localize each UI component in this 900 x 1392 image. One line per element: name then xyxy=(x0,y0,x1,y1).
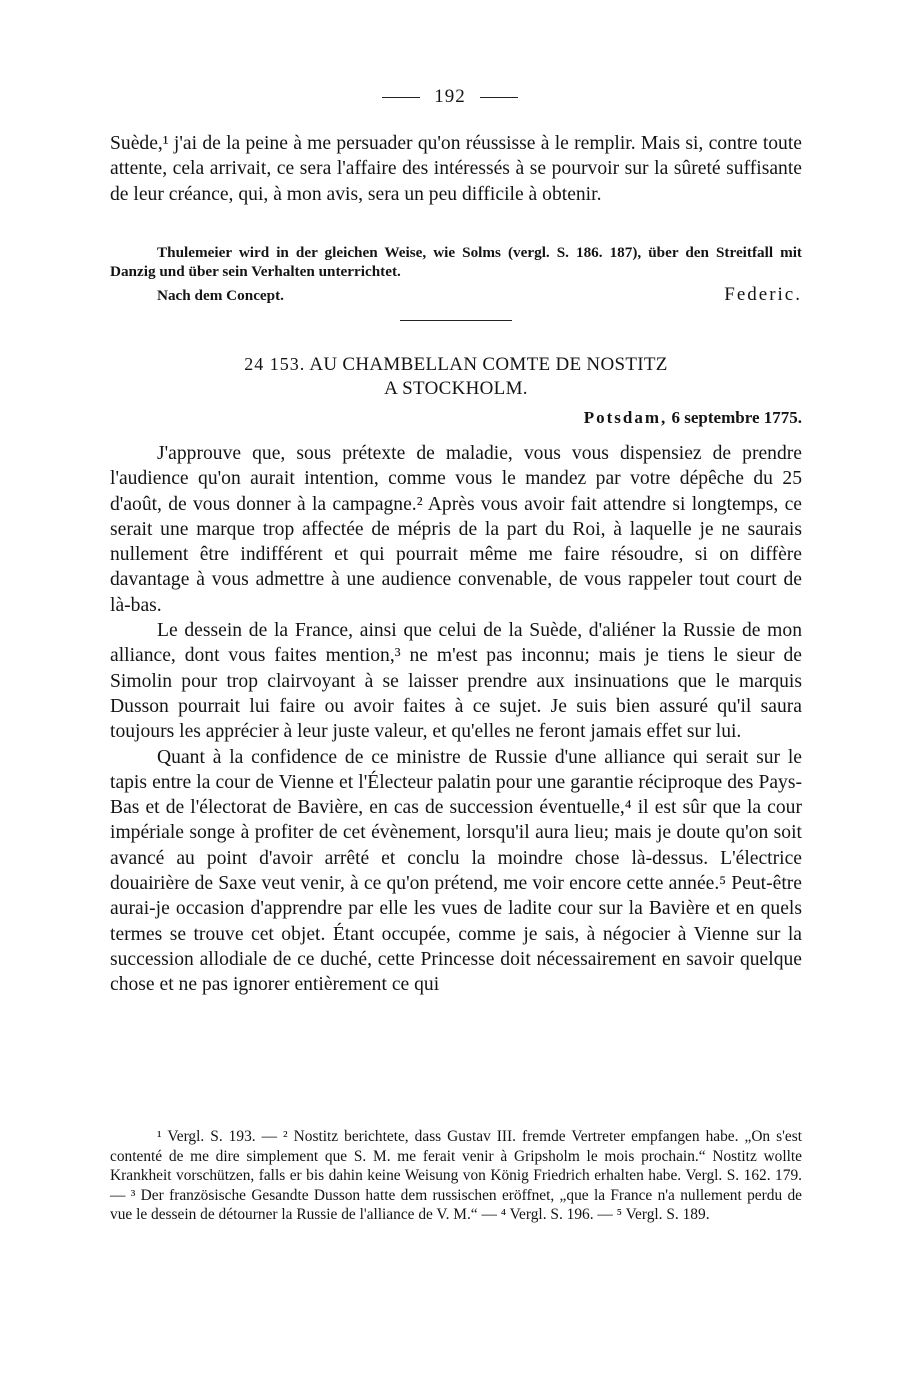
letter-addressee: AU CHAMBELLAN COMTE DE NOSTITZ xyxy=(309,354,668,375)
source-signature-row xyxy=(110,284,802,306)
continuation-text xyxy=(110,131,802,207)
dateline xyxy=(110,408,802,428)
letter-heading-line2: A STOCKHOLM. xyxy=(384,378,528,399)
dateline-date: 6 septembre 1775. xyxy=(671,408,802,427)
header-dash-left xyxy=(382,97,420,98)
letter-paragraph-1: J'approuve que, sous prétexte de maladie, vous vous dispensiez de prendre l'audience qu'on aurait intention, comme vous le mandez par votre dépêche du 25 d'août, de vous donner à la campagne.² Après vous avoir fait attendre si longtemps, ce serait une marque trop affectée de mépris de la part du Roi, à laquelle je ne saurais nullement être indifférent et qui pourrait même me faire résoudre, si on diffère davantage à vous admettre à une audience convenable, de vous rappeler tout court de là-bas. xyxy=(110,443,802,616)
section-divider xyxy=(400,320,512,321)
letter-heading-line1 xyxy=(110,352,802,377)
letter-paragraph-2: Le dessein de la France, ainsi que celui de la Suède, d'aliéner la Russie de mon alliance, dont vous faites mention,³ ne m'est pas inconnu; mais je tiens le sieur de Simolin pour trop clairvoyant à se laisser prendre aux insinuations que le marquis Dusson pourrait lui faire ou avoir faites à ce sujet. Je suis bien assuré qu'il saura toujours les apprécier à leur juste valeur, et qu'elles ne feront jamais effet sur lui. xyxy=(110,620,802,743)
editorial-note: Thulemeier wird in der gleichen Weise, wie Solms (vergl. S. 186. 187), über den Streitfall mit Danzig und über sein Verhalten unterrichtet. xyxy=(110,244,802,280)
footnotes xyxy=(110,1127,802,1225)
page-number: 192 xyxy=(434,86,466,107)
editorial-block xyxy=(110,243,802,306)
dateline-place: Potsdam, xyxy=(583,408,668,427)
continuation-paragraph: Suède,¹ j'ai de la peine à me persuader qu'on réussisse à le remplir. Mais si, contre toute attente, cela arrivait, ce sera l'affaire des intéressés à se pourvoir sur la sûreté suffisante de leur créance, qui, à mon avis, sera un peu difficile à obtenir. xyxy=(110,133,802,205)
letter-body xyxy=(110,441,802,998)
footnotes-text: ¹ Vergl. S. 193. — ² Nostitz berichtete, dass Gustav III. fremde Vertreter empfangen habe. „On s'est contenté de me dire simplement que S. M. me ferait venir à Gripsholm le mois prochain.“ Nostitz wollte Krankheit vorschützen, falls er bis dahin keine Weisung von König Friedrich erhalten habe. Vergl. S. 162. 179. — ³ Der französische Gesandte Dusson hatte dem russischen eröffnet, „que la France n'a nullement perdu de vue le dessein de détourner la Russie de l'alliance de V. M.“ — ⁴ Vergl. S. 196. — ⁵ Vergl. S. 189. xyxy=(110,1128,802,1224)
source-note: Nach dem Concept. xyxy=(157,287,284,304)
letter-paragraph-3: Quant à la confidence de ce ministre de Russie d'une alliance qui serait sur le tapis entre la cour de Vienne et l'Électeur palatin pour une garantie réciproque des Pays-Bas et de l'électorat de Bavière, en cas de succession éventuelle,⁴ il est sûr que la cour impériale songe à profiter de cet évènement, lorsqu'il aura lieu; mais je doute qu'on soit avancé au point d'avoir arrêté et conclu la moindre chose là-dessus. L'électrice douairière de Saxe veut venir, à ce qu'on prétend, me voir encore cette année.⁵ Peut-être aurai-je occasion d'apprendre par elle les vues de ladite cour sur la Bavière et en quels termes se trouve cet objet. Étant occupée, comme je sais, à négocier à Vienne sur la succession allodiale de ce duché, cette Princesse doit nécessairement en savoir quelque chose et ne pas ignorer entièrement ce qui xyxy=(110,746,802,996)
header-dash-right xyxy=(480,97,518,98)
signature: Federic. xyxy=(724,284,802,305)
letter-number: 24 153. xyxy=(244,354,306,374)
letter-heading xyxy=(110,352,802,401)
page-header xyxy=(0,86,900,108)
